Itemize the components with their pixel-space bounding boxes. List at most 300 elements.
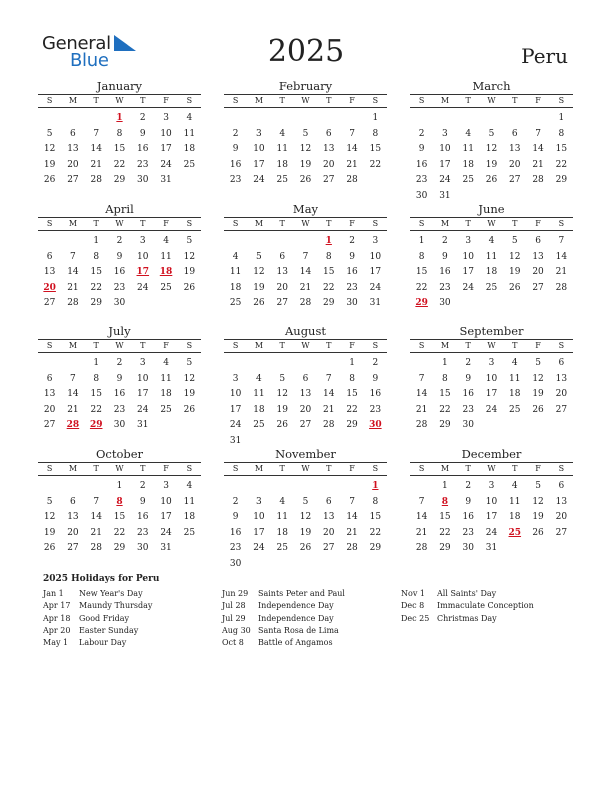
empty-cell [247, 356, 270, 372]
month-march [410, 79, 573, 204]
day-cell: 13 [323, 512, 335, 522]
day-cell: 5 [186, 358, 193, 368]
holiday-day-cell: 28 [66, 420, 80, 430]
weekday-header: S [232, 464, 239, 473]
day-cell: 20 [555, 389, 568, 399]
day-cell: 4 [256, 373, 262, 384]
day-cell: 8 [558, 128, 565, 139]
day-cell: 6 [70, 128, 76, 139]
day-cell: 15 [439, 389, 451, 399]
day-cell: 23 [137, 159, 149, 170]
day-cell: 6 [325, 496, 332, 507]
day-grid [410, 111, 573, 204]
day-cell: 26 [532, 527, 544, 538]
day-cell: 20 [276, 282, 288, 293]
day-cell: 6 [325, 128, 332, 139]
day-cell: 15 [113, 144, 126, 154]
day-cell: 26 [299, 175, 312, 185]
weekday-header: F [349, 96, 355, 105]
day-cell: 7 [93, 496, 100, 507]
day-cell: 2 [116, 358, 123, 368]
weekday-header: F [349, 341, 355, 350]
holidays-title: 2025 Holidays for Peru [43, 574, 160, 584]
day-cell: 7 [349, 496, 355, 507]
weekday-header: S [46, 464, 53, 473]
day-cell: 28 [67, 298, 79, 308]
day-cell: 30 [462, 420, 474, 430]
weekday-header: T [326, 341, 332, 350]
day-cell: 14 [90, 144, 102, 154]
day-cell: 31 [160, 543, 172, 553]
day-cell: 3 [488, 358, 495, 368]
month-title: August [284, 324, 326, 338]
day-cell: 4 [279, 496, 286, 507]
day-cell: 17 [253, 159, 265, 170]
month-title: November [275, 447, 336, 461]
holiday-row [43, 588, 152, 600]
empty-cell [271, 111, 294, 127]
day-cell: 9 [349, 251, 355, 262]
day-cell: 26 [485, 175, 498, 185]
holiday-day-cell: 1 [325, 236, 332, 246]
day-cell: 31 [369, 298, 382, 308]
day-cell: 4 [186, 481, 193, 491]
holiday-name: Independence Day [258, 613, 334, 623]
day-cell: 25 [160, 404, 172, 415]
holiday-date: Dec 8 [401, 601, 425, 611]
weekday-header-row [38, 217, 201, 231]
day-cell: 15 [439, 512, 451, 522]
day-cell: 5 [535, 481, 541, 491]
day-cell: 27 [532, 282, 544, 293]
holiday-name: Saints Peter and Paul [258, 589, 345, 598]
day-cell: 20 [43, 404, 56, 415]
weekday-header: S [418, 219, 425, 228]
day-cell: 17 [485, 512, 498, 522]
day-cell: 10 [137, 251, 149, 262]
day-cell: 1 [558, 113, 565, 123]
day-cell: 2 [418, 128, 425, 139]
holiday-day-cell: 1 [372, 481, 379, 491]
day-cell: 29 [323, 298, 335, 308]
day-cell: 18 [509, 512, 521, 522]
month-december [410, 447, 573, 557]
day-cell: 14 [67, 389, 79, 399]
empty-cell [340, 111, 363, 127]
weekday-header: T [512, 96, 518, 105]
day-cell: 7 [325, 373, 332, 384]
day-cell: 20 [67, 159, 79, 170]
empty-cell [480, 111, 503, 127]
day-cell: 19 [183, 267, 196, 277]
day-cell: 12 [253, 267, 265, 277]
weekday-header-row [224, 339, 387, 353]
day-cell: 31 [439, 190, 451, 201]
day-cell: 16 [113, 389, 126, 399]
day-cell: 16 [113, 267, 126, 277]
day-cell: 11 [253, 389, 265, 399]
day-cell: 10 [462, 251, 474, 262]
day-cell: 14 [299, 267, 312, 277]
day-cell: 23 [346, 282, 358, 293]
day-cell: 9 [139, 496, 146, 507]
day-cell: 3 [232, 373, 239, 384]
holiday-date: Aug 30 [222, 625, 251, 635]
holiday-column [43, 588, 152, 649]
holiday-date: Apr 20 [43, 625, 71, 635]
weekday-header: W [115, 464, 124, 473]
day-cell: 13 [67, 512, 79, 522]
day-cell: 7 [93, 128, 100, 139]
weekday-header: T [279, 219, 285, 228]
day-cell: 12 [183, 251, 196, 262]
day-cell: 6 [46, 251, 53, 262]
day-cell: 22 [439, 527, 451, 538]
day-cell: 18 [183, 144, 196, 154]
weekday-header: M [254, 96, 264, 105]
day-cell: 24 [462, 282, 474, 293]
day-cell: 8 [325, 251, 332, 262]
weekday-header: F [349, 219, 355, 228]
day-cell: 10 [369, 251, 382, 262]
day-cell: 27 [299, 420, 312, 430]
day-cell: 20 [323, 159, 335, 170]
weekday-header-row [410, 94, 573, 108]
day-cell: 12 [43, 512, 56, 522]
weekday-header: T [140, 219, 146, 228]
holiday-name: Easter Sunday [79, 625, 139, 635]
day-cell: 22 [90, 404, 102, 415]
day-cell: 26 [43, 543, 56, 553]
day-cell: 20 [555, 512, 568, 522]
day-cell: 15 [90, 267, 102, 277]
day-cell: 22 [90, 282, 102, 293]
day-cell: 10 [485, 373, 498, 384]
holiday-name: Santa Rosa de Lima [258, 625, 339, 635]
day-cell: 8 [372, 496, 379, 507]
day-cell: 5 [279, 373, 286, 384]
day-cell: 17 [439, 159, 451, 170]
day-cell: 13 [299, 389, 312, 399]
day-cell: 22 [415, 282, 428, 293]
weekday-header: M [440, 341, 450, 350]
day-cell: 21 [90, 159, 102, 170]
day-cell: 9 [442, 251, 448, 262]
day-cell: 19 [299, 527, 312, 538]
day-cell: 29 [439, 543, 451, 553]
weekday-header: W [301, 219, 310, 228]
holiday-row [401, 588, 534, 600]
day-cell: 8 [93, 251, 100, 262]
day-cell: 12 [276, 389, 288, 399]
day-cell: 24 [253, 543, 265, 553]
day-cell: 12 [485, 144, 498, 154]
holiday-date: Jul 28 [222, 601, 246, 611]
day-cell: 23 [137, 527, 149, 538]
day-cell: 16 [137, 144, 149, 154]
day-cell: 19 [299, 159, 312, 170]
holiday-date: Jan 1 [43, 589, 64, 598]
day-cell: 23 [229, 543, 242, 553]
weekday-header: S [186, 96, 193, 105]
day-cell: 4 [186, 113, 193, 123]
day-cell: 25 [485, 282, 498, 293]
day-cell: 9 [372, 373, 379, 384]
weekday-header: S [186, 341, 193, 350]
day-cell: 21 [299, 282, 312, 293]
holiday-day-cell: 25 [508, 527, 522, 538]
calendar-year: 2025 [267, 34, 345, 69]
day-cell: 3 [465, 236, 472, 246]
day-cell: 11 [183, 128, 196, 139]
day-cell: 15 [415, 267, 428, 277]
empty-cell [294, 479, 317, 495]
day-cell: 1 [93, 358, 100, 368]
day-grid [38, 479, 201, 557]
day-cell: 4 [163, 236, 169, 246]
day-cell: 27 [276, 298, 288, 308]
day-cell: 9 [465, 373, 472, 384]
holiday-row [222, 588, 345, 600]
day-cell: 26 [276, 420, 288, 430]
weekday-header: F [535, 96, 541, 105]
weekday-header: M [440, 464, 450, 473]
weekday-header: T [465, 341, 471, 350]
day-cell: 21 [415, 527, 428, 538]
day-cell: 7 [558, 236, 565, 246]
day-cell: 26 [532, 404, 544, 415]
weekday-header: W [115, 96, 124, 105]
day-cell: 26 [253, 298, 265, 308]
day-cell: 17 [369, 267, 382, 277]
day-cell: 23 [462, 404, 474, 415]
empty-cell [294, 356, 317, 372]
day-cell: 30 [113, 420, 126, 430]
day-cell: 21 [415, 404, 428, 415]
day-cell: 25 [229, 298, 242, 308]
day-cell: 26 [43, 175, 56, 185]
empty-cell [526, 111, 549, 127]
holiday-name: Labour Day [79, 638, 127, 648]
day-cell: 11 [509, 496, 521, 507]
day-cell: 8 [372, 128, 379, 139]
day-cell: 13 [323, 144, 335, 154]
day-cell: 24 [439, 175, 451, 185]
day-cell: 17 [160, 144, 172, 154]
day-cell: 9 [116, 251, 123, 262]
day-cell: 11 [276, 144, 288, 154]
holiday-name: New Year's Day [79, 589, 143, 598]
holiday-date: Jul 29 [222, 613, 246, 623]
empty-cell [294, 111, 317, 127]
empty-cell [271, 479, 294, 495]
day-cell: 20 [532, 267, 544, 277]
day-cell: 28 [415, 420, 428, 430]
day-cell: 1 [349, 358, 355, 368]
day-cell: 12 [509, 251, 521, 262]
weekday-header-row [38, 462, 201, 476]
day-cell: 3 [488, 481, 495, 491]
day-cell: 12 [183, 373, 196, 384]
empty-cell [38, 234, 61, 250]
day-cell: 16 [415, 159, 428, 170]
weekday-header: T [279, 96, 285, 105]
day-cell: 17 [229, 404, 242, 415]
day-cell: 16 [346, 267, 358, 277]
weekday-header: S [418, 464, 425, 473]
day-cell: 2 [442, 236, 448, 246]
holiday-date: May 1 [43, 638, 69, 648]
weekday-header: T [140, 341, 146, 350]
empty-cell [271, 234, 294, 250]
day-cell: 12 [43, 144, 56, 154]
day-cell: 24 [485, 527, 498, 538]
empty-cell [224, 111, 247, 127]
day-cell: 11 [485, 251, 498, 262]
month-february [224, 79, 387, 189]
day-cell: 19 [509, 267, 521, 277]
weekday-header: T [465, 219, 471, 228]
month-september [410, 324, 573, 434]
day-cell: 15 [369, 144, 382, 154]
day-cell: 13 [276, 267, 288, 277]
holiday-row [222, 637, 345, 649]
holiday-day-cell: 30 [369, 420, 382, 430]
day-cell: 8 [418, 251, 425, 262]
day-cell: 16 [462, 389, 474, 399]
day-cell: 6 [70, 496, 76, 507]
day-cell: 28 [90, 543, 102, 553]
day-cell: 21 [67, 404, 79, 415]
day-cell: 31 [137, 420, 149, 430]
day-cell: 5 [535, 358, 541, 368]
empty-cell [61, 111, 84, 127]
weekday-header: T [465, 96, 471, 105]
day-cell: 4 [511, 481, 518, 491]
day-cell: 30 [113, 298, 126, 308]
day-cell: 12 [532, 496, 544, 507]
holiday-day-cell: 18 [159, 267, 173, 277]
day-cell: 23 [415, 175, 428, 185]
day-cell: 22 [113, 159, 126, 170]
day-cell: 20 [323, 527, 335, 538]
day-cell: 30 [137, 543, 149, 553]
day-cell: 26 [299, 543, 312, 553]
day-cell: 3 [139, 358, 146, 368]
weekday-header: M [254, 341, 264, 350]
day-cell: 15 [323, 267, 335, 277]
day-cell: 15 [346, 389, 358, 399]
day-cell: 31 [229, 435, 242, 446]
day-cell: 27 [555, 527, 568, 538]
holiday-date: Jun 29 [222, 589, 249, 598]
day-cell: 5 [46, 496, 53, 507]
day-cell: 22 [439, 404, 451, 415]
day-cell: 16 [229, 527, 242, 538]
empty-cell [317, 111, 340, 127]
day-cell: 6 [279, 251, 286, 262]
day-grid [224, 111, 387, 189]
day-cell: 18 [276, 159, 288, 170]
day-cell: 10 [439, 144, 451, 154]
weekday-header: W [115, 341, 124, 350]
day-cell: 7 [349, 128, 355, 139]
holiday-row [222, 625, 345, 637]
weekday-header: M [68, 96, 78, 105]
weekday-header-row [224, 94, 387, 108]
day-cell: 24 [160, 159, 172, 170]
day-cell: 27 [67, 543, 79, 553]
holiday-date: Oct 8 [222, 638, 244, 648]
day-cell: 19 [485, 159, 498, 170]
day-cell: 2 [349, 236, 355, 246]
weekday-header: S [46, 96, 53, 105]
day-cell: 6 [511, 128, 518, 139]
empty-cell [38, 479, 61, 495]
holiday-row [43, 625, 152, 637]
weekday-header: S [558, 341, 565, 350]
holiday-row [401, 613, 534, 625]
empty-cell [433, 111, 456, 127]
day-cell: 21 [555, 267, 568, 277]
day-grid [224, 356, 387, 449]
day-cell: 10 [160, 496, 172, 507]
weekday-header-row [410, 462, 573, 476]
day-cell: 21 [90, 527, 102, 538]
day-cell: 25 [462, 175, 474, 185]
day-cell: 20 [67, 527, 79, 538]
weekday-header: S [372, 219, 379, 228]
day-cell: 24 [160, 527, 172, 538]
day-cell: 25 [276, 543, 288, 553]
month-november [224, 447, 387, 572]
weekday-header: M [440, 219, 450, 228]
day-cell: 25 [160, 282, 172, 293]
day-cell: 18 [485, 267, 498, 277]
day-cell: 19 [43, 527, 56, 538]
day-cell: 1 [116, 481, 123, 491]
weekday-header: W [115, 219, 124, 228]
month-title: December [461, 447, 522, 461]
day-cell: 14 [67, 267, 79, 277]
weekday-header: T [93, 219, 99, 228]
weekday-header: M [68, 219, 78, 228]
day-cell: 26 [183, 404, 196, 415]
day-cell: 22 [555, 159, 568, 170]
month-title: April [105, 202, 134, 216]
month-april [38, 202, 201, 312]
day-cell: 28 [346, 543, 358, 553]
day-cell: 5 [256, 251, 262, 262]
weekday-header: T [512, 341, 518, 350]
weekday-header: T [326, 96, 332, 105]
empty-cell [457, 111, 480, 127]
day-cell: 7 [535, 128, 541, 139]
empty-cell [503, 111, 526, 127]
day-cell: 16 [462, 512, 474, 522]
weekday-header: S [372, 341, 379, 350]
weekday-header: M [254, 464, 264, 473]
weekday-header: W [487, 96, 496, 105]
day-cell: 11 [160, 373, 172, 384]
day-cell: 25 [509, 404, 521, 415]
holiday-day-cell: 29 [89, 420, 103, 430]
day-cell: 25 [183, 159, 196, 170]
day-cell: 13 [555, 496, 568, 507]
empty-cell [340, 479, 363, 495]
day-cell: 4 [511, 358, 518, 368]
day-cell: 26 [183, 282, 196, 293]
